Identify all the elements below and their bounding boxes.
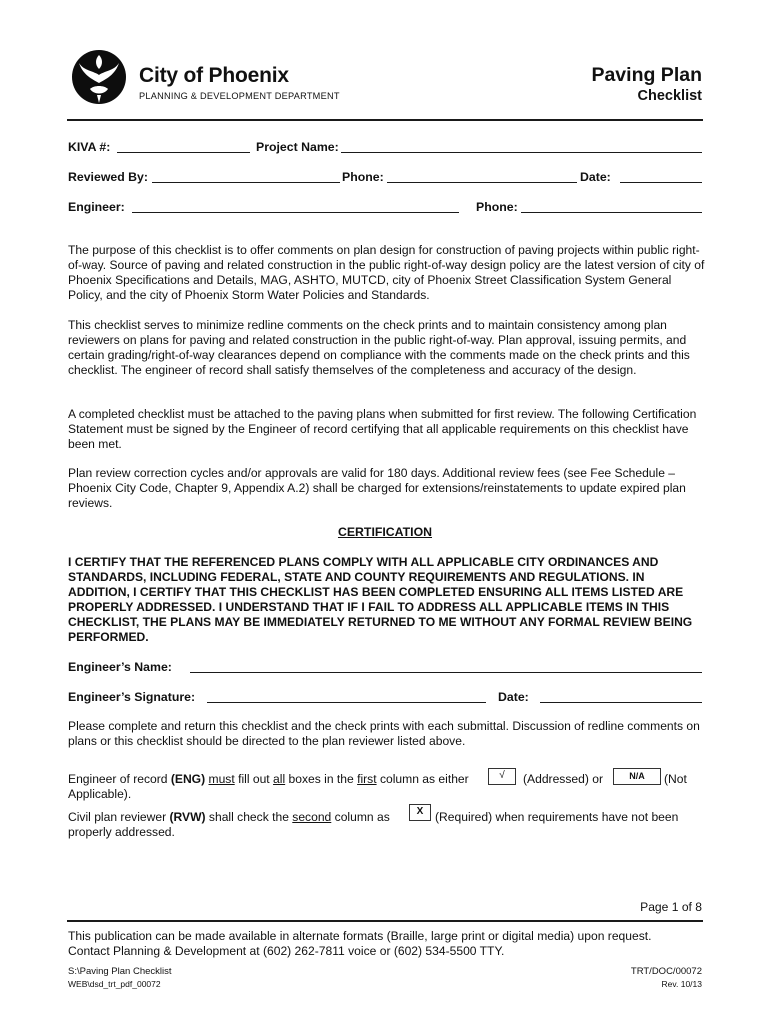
certification-heading: CERTIFICATION (337, 525, 433, 539)
na-checkbox-sample: N/A (613, 768, 661, 785)
reviewer-instructions: Civil plan reviewer (RVW) shall check the second column as (68, 810, 390, 824)
properly-addressed-label: properly addressed. (68, 825, 175, 839)
web-path: WEB\dsd_trt_pdf_00072 (68, 979, 161, 989)
document-subtitle: Checklist (637, 88, 702, 104)
return-instructions: Please complete and return this checklist and the check prints with each submittal. Discussion of redline comments on plans or this checklist should be directed to the plan reviewer listed above. (68, 719, 700, 748)
review-cycles-paragraph: Plan review correction cycles and/or approvals are valid for 180 days. Additional review fees (see Fee Schedule – Phoenix City Code, Chapter 9, Appendix A.2) shall be charged for extensions/reinstatements to update expired plan reviews. (68, 466, 686, 510)
engineer-instructions: Engineer of record (ENG) must fill out all boxes in the first column as either (68, 772, 469, 786)
engineer-label: Engineer: (68, 200, 125, 214)
required-label: (Required) when requirements have not been (435, 810, 679, 824)
engineer-signature-label: Engineer’s Signature: (68, 690, 196, 704)
addressed-checkbox-sample: √ (488, 768, 516, 785)
header-divider (67, 119, 703, 121)
phoenix-bird-icon (70, 45, 128, 107)
project-name-label: Project Name: (256, 140, 339, 154)
reviewer-phone-label: Phone: (342, 170, 384, 184)
reviewer-phone-field[interactable] (387, 182, 577, 183)
document-title: Paving Plan (591, 64, 702, 86)
page-number: Page 1 of 8 (640, 900, 702, 914)
file-path: S:\Paving Plan Checklist (68, 966, 172, 977)
footer-divider (67, 920, 703, 922)
redline-paragraph: This checklist serves to minimize redline comments on the check prints and to maintain consistency among plan reviewers on plans for paving and related construction in the public right-of-way. Plan approval, issuing permits, and certain grading/right-of-way clearances depend on compliance with the comments made on the check prints and this checklist. The engineer of record shall satisfy themselves of the completeness and accuracy of the design. (68, 318, 690, 377)
project-name-field[interactable] (341, 152, 702, 153)
alternate-formats-line-1: This publication can be made available in alternate formats (Braille, large print or digital media) upon request. (68, 929, 652, 943)
signature-date-field[interactable] (540, 702, 702, 703)
alternate-formats-line-2: Contact Planning & Development at (602) 262-7811 voice or (602) 534-5500 TTY. (68, 944, 505, 958)
signature-date-label: Date: (498, 690, 529, 704)
certification-statement: I CERTIFY THAT THE REFERENCED PLANS COMPLY WITH ALL APPLICABLE CITY ORDINANCES AND STANDARDS, INCLUDING FEDERAL, STATE AND COUNTY REQUIREMENTS AND REGULATIONS. IN ADDITION, I CERTIFY THAT THIS CHECKLIST HAS BEEN COMPLETED ENSURING ALL ITEMS LISTED ARE PROPERLY ADDRESSED. I UNDERSTAND THAT IF I FAIL TO ADDRESS ALL APPLICABLE ITEMS IN THIS CHECKLIST, THE PLANS MAY BE IMMEDIATELY RETURNED TO ME WITHOUT ANY FORMAL REVIEW BEING PERFORMED. (68, 555, 693, 644)
org-name: City of Phoenix (139, 64, 289, 87)
kiva-label: KIVA #: (68, 140, 111, 154)
purpose-paragraph: The purpose of this checklist is to offer comments on plan design for construction of paving projects within public right-of-way. Source of paving and related construction in the public right-of-way design policy are the latest version of city of Phoenix Specifications and Details, MAG, ASHTO, MUTCD, city of Phoenix Street Classification System General Policy, and the city of Phoenix Storm Water Policies and Standards. (68, 243, 705, 302)
attached-paragraph: A completed checklist must be attached to the paving plans when submitted for first review. The following Certification Statement must be signed by the Engineer of record certifying that all applicable requirements on this checklist have been met. (68, 407, 697, 451)
not-label: (Not (664, 772, 687, 786)
engineer-name-label: Engineer’s Name: (68, 660, 172, 674)
reviewed-by-label: Reviewed By: (68, 170, 148, 184)
required-checkbox-sample: X (409, 804, 431, 821)
review-date-field[interactable] (620, 182, 702, 183)
addressed-label: (Addressed) or (523, 772, 603, 786)
engineer-phone-field[interactable] (521, 212, 702, 213)
kiva-field[interactable] (117, 152, 250, 153)
applicable-label: Applicable). (68, 787, 132, 801)
review-date-label: Date: (580, 170, 611, 184)
revision: Rev. 10/13 (661, 979, 702, 989)
engineer-field[interactable] (132, 212, 459, 213)
engineer-phone-label: Phone: (476, 200, 518, 214)
engineer-name-field[interactable] (190, 672, 702, 673)
reviewed-by-field[interactable] (152, 182, 340, 183)
document-code: TRT/DOC/00072 (630, 966, 702, 977)
engineer-signature-field[interactable] (207, 702, 486, 703)
org-department: PLANNING & DEVELOPMENT DEPARTMENT (139, 91, 340, 101)
